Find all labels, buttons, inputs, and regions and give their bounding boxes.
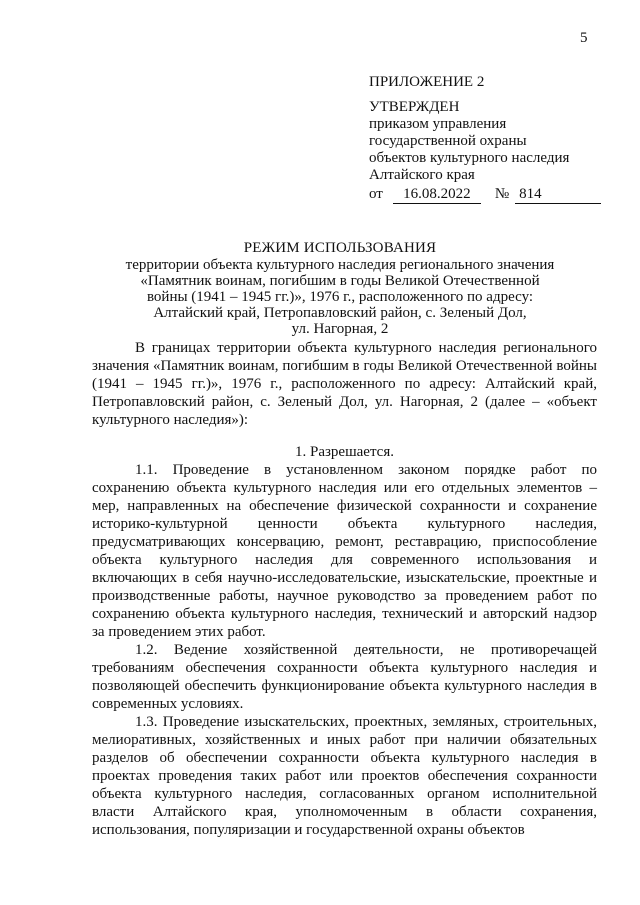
- order-date: 16.08.2022: [393, 186, 481, 204]
- number-sign: №: [494, 186, 510, 202]
- item-1-1: 1.1. Проведение в установленном законом порядке работ по сохранению объекта культурного наследия или его отдельных элементов – мер, направленных на обеспечение физической сохранности и сохранение историко-культурной ценности объекта культурного наследия, предусматривающих консервацию, ремонт, реставрацию, приспособление объекта культурного наследия для современного использования и включающих в себя научно-исследовательские, изыскательские, проектные и производственные работы, научное руководство за проведением работ по сохранению объекта культурного наследия, технический и авторский надзор за проведением этих работ.: [92, 462, 597, 640]
- appendix-line: объектов культурного наследия: [369, 150, 570, 166]
- subtitle-line: «Памятник воинам, погибшим в годы Великой Отечественной: [140, 273, 540, 289]
- subtitle-line: Алтайский край, Петропавловский район, с. Зеленый Дол,: [153, 305, 527, 321]
- section-title: 1. Разрешается.: [295, 444, 394, 460]
- approved-label: УТВЕРЖДЕН: [369, 99, 460, 115]
- subtitle-line: войны (1941 – 1945 гг.)», 1976 г., расположенного по адресу:: [146, 289, 534, 305]
- appendix-line: приказом управления: [369, 116, 507, 132]
- appendix-line: Алтайского края: [369, 167, 475, 183]
- appendix-title: ПРИЛОЖЕНИЕ 2: [369, 74, 485, 90]
- subtitle-line: территории объекта культурного наследия регионального значения: [125, 257, 555, 273]
- section-1: [92, 443, 597, 839]
- document-title: РЕЖИМ ИСПОЛЬЗОВАНИЯ: [243, 240, 437, 256]
- from-label: от: [369, 186, 383, 202]
- document-subtitle: [40, 257, 640, 337]
- intro-text: В границах территории объекта культурного наследия регионального значения «Памятник воинам, погибшим в годы Великой Отечественной войны (1941 – 1945 гг.)», 1976 г., расположенного по адресу: Алтайский край, Петропавловский район, с. Зеленый Дол, ул. Нагорная, 2 (далее – «объект культурного наследия»):: [92, 340, 597, 428]
- appendix-line: государственной охраны: [369, 133, 527, 149]
- order-details: [369, 186, 629, 204]
- intro-paragraph: [92, 339, 597, 429]
- page-number: 5: [580, 30, 588, 46]
- subtitle-line: ул. Нагорная, 2: [291, 321, 389, 337]
- order-number: 814: [515, 186, 601, 204]
- appendix-block: [369, 74, 629, 204]
- item-1-2: 1.2. Ведение хозяйственной деятельности, не противоречащей требованиям обеспечения сохранности объекта культурного наследия и позволяющей обеспечить функционирование объекта культурного наследия в современных условиях.: [92, 642, 597, 712]
- item-1-3: 1.3. Проведение изыскательских, проектных, земляных, строительных, мелиоративных, хозяйственных и иных работ при наличии обязательных разделов об обеспечении сохранности объекта культурного наследия в проектах проведения таких работ или проектов обеспечения сохранности объекта культурного наследия, согласованных органом исполнительной власти Алтайского края, уполномоченным в области сохранения, использования, популяризации и государственной охраны объектов: [92, 714, 597, 838]
